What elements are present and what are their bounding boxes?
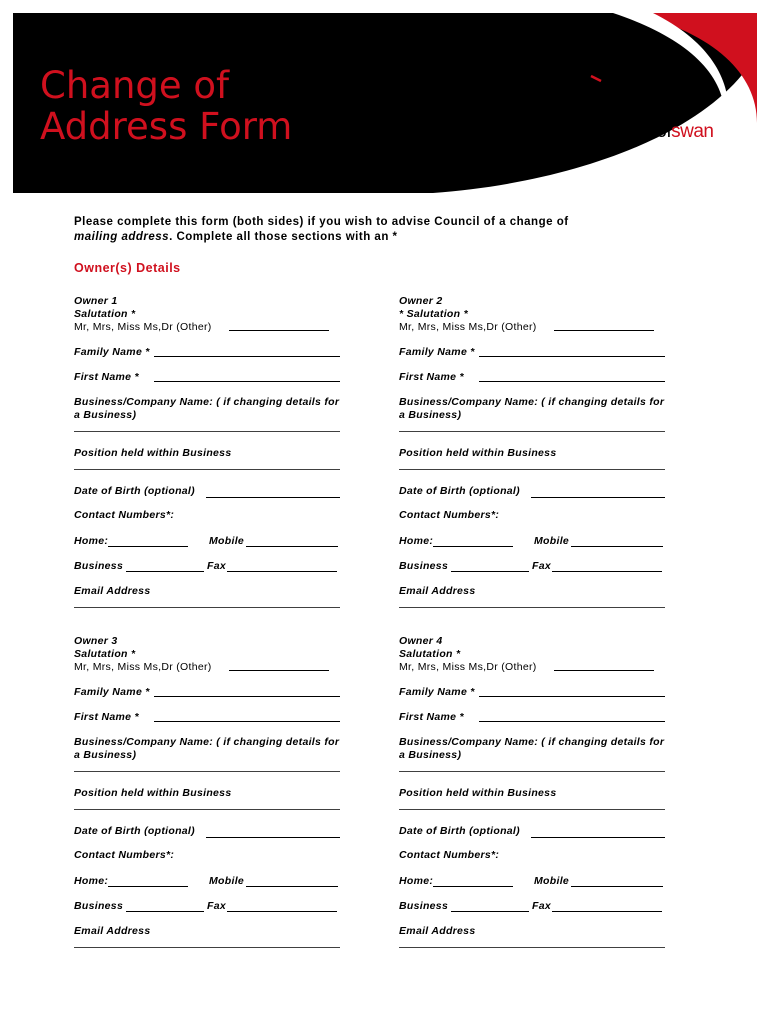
email-input[interactable] xyxy=(74,607,340,608)
dob-input[interactable] xyxy=(531,497,665,498)
fax-input[interactable] xyxy=(552,911,662,912)
city-of-swan-logo-text: city ofswan xyxy=(625,121,714,142)
mobile-label: Mobile xyxy=(534,535,570,547)
home-input[interactable] xyxy=(433,886,513,887)
salutation-label: * Salutation * xyxy=(399,308,468,320)
salutation-input[interactable] xyxy=(229,330,329,331)
salutation-input[interactable] xyxy=(554,330,654,331)
position-input[interactable] xyxy=(74,469,340,470)
business-phone-input[interactable] xyxy=(451,571,529,572)
home-input[interactable] xyxy=(108,546,188,547)
mobile-input[interactable] xyxy=(246,546,338,547)
owner-heading: Owner 1 xyxy=(74,295,118,307)
business-phone-input[interactable] xyxy=(126,571,204,572)
salutation-options: Mr, Mrs, Miss Ms,Dr (Other) xyxy=(74,661,212,673)
business-name-input[interactable] xyxy=(74,431,340,432)
mobile-input[interactable] xyxy=(246,886,338,887)
first-name-label: First Name * xyxy=(74,711,139,723)
dob-input[interactable] xyxy=(206,497,340,498)
email-label: Email Address xyxy=(74,585,151,597)
business-phone-input[interactable] xyxy=(126,911,204,912)
email-input[interactable] xyxy=(74,947,340,948)
fax-input[interactable] xyxy=(227,911,337,912)
title-line-1: Change of xyxy=(40,64,230,107)
fax-input[interactable] xyxy=(227,571,337,572)
fax-label: Fax xyxy=(207,900,226,912)
first-name-input[interactable] xyxy=(154,721,340,722)
business-name-label: Business/Company Name: ( if changing details for xyxy=(74,736,340,748)
business-name-input[interactable] xyxy=(399,431,665,432)
owner-block-3 xyxy=(74,635,374,965)
contact-numbers-label: Contact Numbers*: xyxy=(399,509,500,521)
salutation-options: Mr, Mrs, Miss Ms,Dr (Other) xyxy=(399,321,537,333)
dob-label: Date of Birth (optional) xyxy=(74,825,195,837)
first-name-input[interactable] xyxy=(479,381,665,382)
position-label: Position held within Business xyxy=(399,447,557,459)
intro-text: Please complete this form (both sides) if you wish to advise Council of a change of mailing address. Complete all those sections with an * xyxy=(74,216,569,243)
home-label: Home: xyxy=(74,875,109,887)
family-name-input[interactable] xyxy=(479,356,665,357)
business-name-label-2: a Business) xyxy=(74,749,137,761)
home-input[interactable] xyxy=(433,546,513,547)
business-phone-label: Business xyxy=(399,560,449,572)
first-name-label: First Name * xyxy=(399,371,464,383)
home-label: Home: xyxy=(399,535,434,547)
mobile-label: Mobile xyxy=(534,875,570,887)
family-name-input[interactable] xyxy=(154,696,340,697)
mobile-input[interactable] xyxy=(571,546,663,547)
owner-block-2 xyxy=(399,295,699,625)
position-label: Position held within Business xyxy=(74,787,232,799)
owner-heading: Owner 3 xyxy=(74,635,118,647)
position-input[interactable] xyxy=(399,469,665,470)
fax-label: Fax xyxy=(207,560,226,572)
dob-input[interactable] xyxy=(531,837,665,838)
family-name-label: Family Name * xyxy=(399,686,475,698)
salutation-options: Mr, Mrs, Miss Ms,Dr (Other) xyxy=(399,661,537,673)
dob-input[interactable] xyxy=(206,837,340,838)
owner-heading: Owner 2 xyxy=(399,295,443,307)
owner-block-1 xyxy=(74,295,374,625)
business-name-input[interactable] xyxy=(74,771,340,772)
position-input[interactable] xyxy=(399,809,665,810)
salutation-label: Salutation * xyxy=(74,648,136,660)
home-label: Home: xyxy=(399,875,434,887)
salutation-label: Salutation * xyxy=(399,648,461,660)
form-title xyxy=(40,65,292,147)
mobile-label: Mobile xyxy=(209,875,245,887)
business-name-label-2: a Business) xyxy=(399,749,462,761)
email-input[interactable] xyxy=(399,947,665,948)
family-name-label: Family Name * xyxy=(74,346,150,358)
mobile-input[interactable] xyxy=(571,886,663,887)
position-label: Position held within Business xyxy=(74,447,232,459)
email-label: Email Address xyxy=(74,925,151,937)
first-name-input[interactable] xyxy=(479,721,665,722)
salutation-input[interactable] xyxy=(554,670,654,671)
owners-section-title: Owner(s) Details xyxy=(74,261,181,275)
salutation-label: Salutation * xyxy=(74,308,136,320)
fax-label: Fax xyxy=(532,900,551,912)
fax-label: Fax xyxy=(532,560,551,572)
business-name-label-2: a Business) xyxy=(399,409,462,421)
family-name-input[interactable] xyxy=(154,356,340,357)
family-name-label: Family Name * xyxy=(399,346,475,358)
home-label: Home: xyxy=(74,535,109,547)
email-label: Email Address xyxy=(399,585,476,597)
contact-numbers-label: Contact Numbers*: xyxy=(399,849,500,861)
family-name-input[interactable] xyxy=(479,696,665,697)
contact-numbers-label: Contact Numbers*: xyxy=(74,849,175,861)
dob-label: Date of Birth (optional) xyxy=(74,485,195,497)
business-name-label: Business/Company Name: ( if changing details for xyxy=(399,736,665,748)
business-name-input[interactable] xyxy=(399,771,665,772)
mobile-label: Mobile xyxy=(209,535,245,547)
business-phone-label: Business xyxy=(74,900,124,912)
first-name-label: First Name * xyxy=(399,711,464,723)
fax-input[interactable] xyxy=(552,571,662,572)
salutation-options: Mr, Mrs, Miss Ms,Dr (Other) xyxy=(74,321,212,333)
business-phone-input[interactable] xyxy=(451,911,529,912)
email-input[interactable] xyxy=(399,607,665,608)
position-input[interactable] xyxy=(74,809,340,810)
contact-numbers-label: Contact Numbers*: xyxy=(74,509,175,521)
family-name-label: Family Name * xyxy=(74,686,150,698)
business-name-label: Business/Company Name: ( if changing details for xyxy=(74,396,340,408)
business-phone-label: Business xyxy=(399,900,449,912)
dob-label: Date of Birth (optional) xyxy=(399,485,520,497)
salutation-input[interactable] xyxy=(229,670,329,671)
owner-block-4 xyxy=(399,635,699,965)
business-phone-label: Business xyxy=(74,560,124,572)
home-input[interactable] xyxy=(108,886,188,887)
position-label: Position held within Business xyxy=(399,787,557,799)
business-name-label-2: a Business) xyxy=(74,409,137,421)
business-name-label: Business/Company Name: ( if changing details for xyxy=(399,396,665,408)
first-name-label: First Name * xyxy=(74,371,139,383)
swan-logo-icon xyxy=(563,73,633,153)
email-label: Email Address xyxy=(399,925,476,937)
page-header xyxy=(13,13,757,193)
dob-label: Date of Birth (optional) xyxy=(399,825,520,837)
title-line-2: Address Form xyxy=(40,105,293,148)
first-name-input[interactable] xyxy=(154,381,340,382)
owner-heading: Owner 4 xyxy=(399,635,443,647)
